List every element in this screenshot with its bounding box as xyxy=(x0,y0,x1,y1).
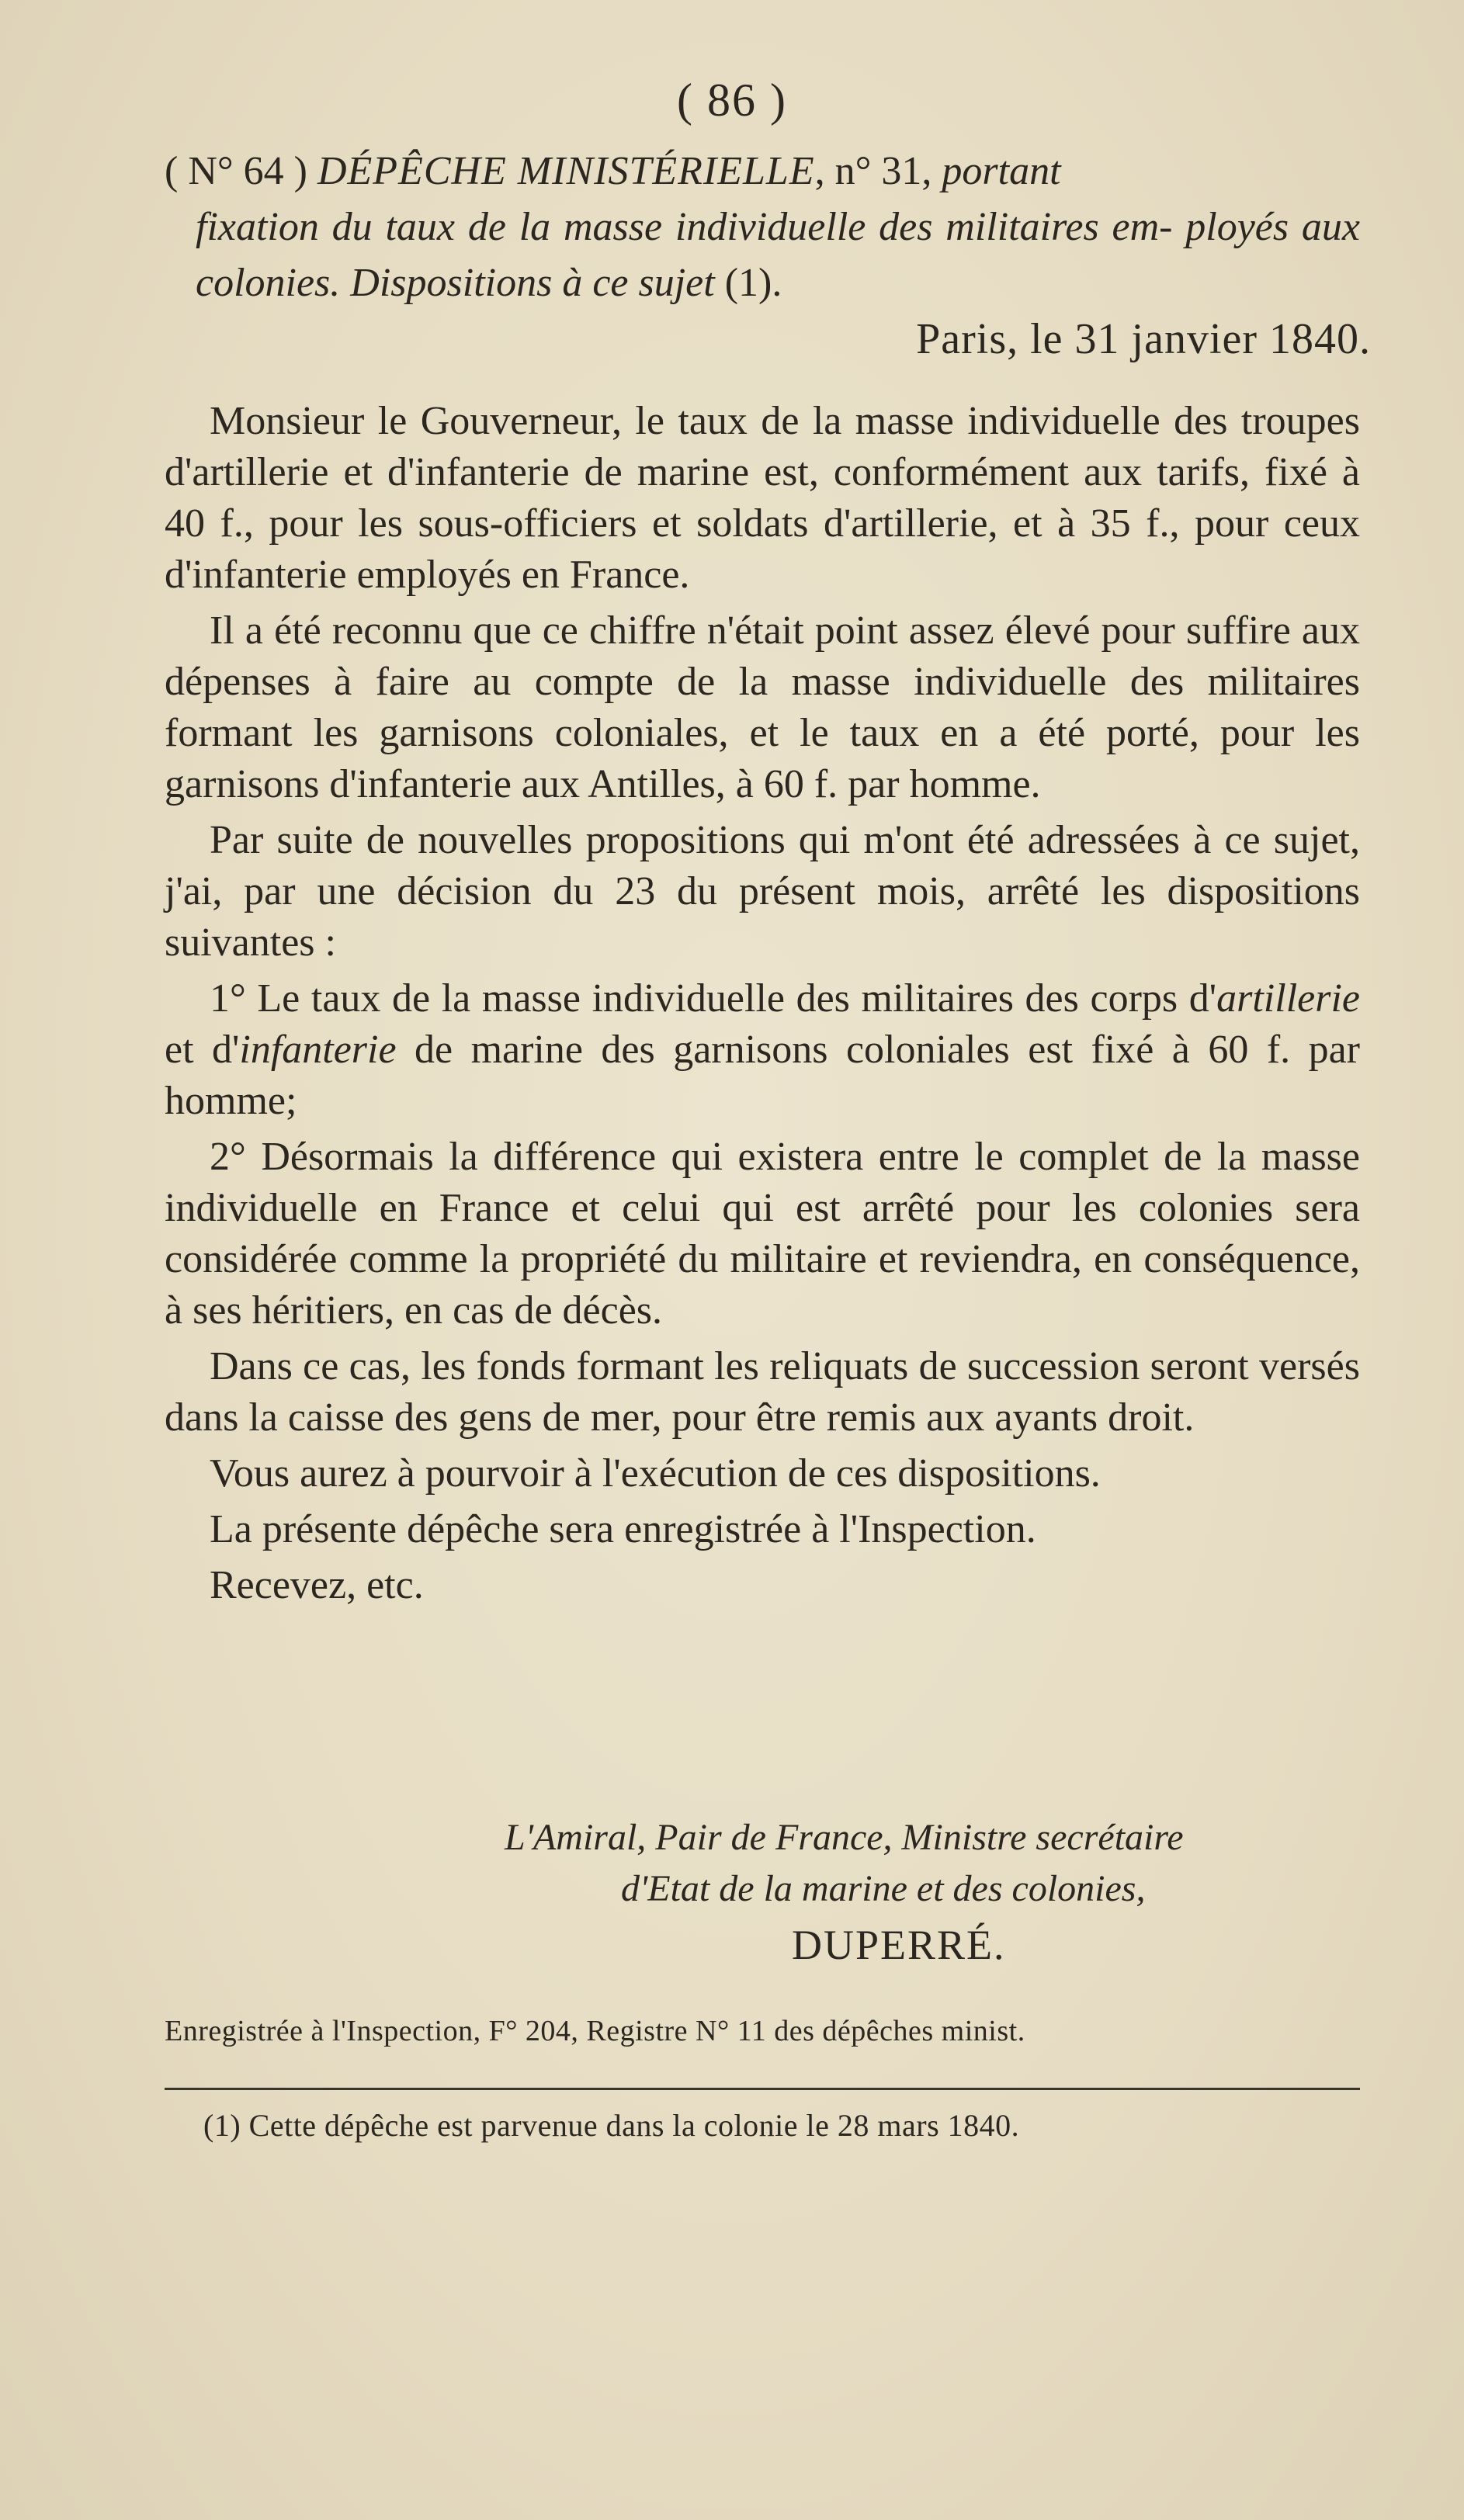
paragraph-1: Monsieur le Gouverneur, le taux de la masse individuelle des troupes d'artillerie et d'infanterie de marine est, conformément aux tarifs, fixé à 40 f., pour les sous-officiers et soldats d'artillerie, et à 35 f., pour ceux d'infanterie employés en France. xyxy=(165,399,1360,597)
title-line1-rest: portant xyxy=(942,149,1061,193)
paragraph-3: Par suite de nouvelles propositions qui m'ont été adressées à ce sujet, j'ai, par une décision du 23 du présent mois, arrêté les dispositions suivantes : xyxy=(165,818,1360,965)
signer-name: DUPERRÉ. xyxy=(792,1922,1006,1968)
title-line2: fixation du taux de la masse individuelle des militaires em- xyxy=(196,205,1173,249)
paragraph-9: Recevez, etc. xyxy=(210,1563,424,1607)
document-ref: , n° 31, xyxy=(814,149,932,193)
footnote: (1) Cette dépêche est parvenue dans la colonie le 28 mars 1840. xyxy=(203,2108,1020,2143)
signature-title-line1: L'Amiral, Pair de France, Ministre secrétaire xyxy=(505,1817,1184,1858)
paragraph-5: 2° Désormais la différence qui existera entre le complet de la masse individuelle en France et celui qui est arrêté pour les colonies sera considérée comme la propriété du militaire et reviendra, en conséquence, à ses héritiers, en cas de décès. xyxy=(165,1135,1360,1333)
paragraph-8: La présente dépêche sera enregistrée à l'Inspection. xyxy=(210,1507,1036,1551)
document-heading: DÉPÊCHE MINISTÉRIELLE xyxy=(317,149,815,193)
document-number: ( N° 64 ) xyxy=(165,149,307,193)
paragraph-4-mid: et d' xyxy=(165,1028,240,1072)
registration-note: Enregistrée à l'Inspection, F° 204, Registre N° 11 des dépêches minist. xyxy=(165,2015,1025,2047)
signature-title-line2: d'Etat de la marine et des colonies, xyxy=(621,1868,1146,1909)
paragraph-7: Vous aurez à pourvoir à l'exécution de ces dispositions. xyxy=(210,1451,1101,1496)
title-footnote-ref: (1). xyxy=(724,261,782,305)
paragraph-4-end: de marine des garnisons coloniales est fixé à 60 f. par homme; xyxy=(165,1028,1360,1123)
footnote-divider xyxy=(165,2088,1360,2090)
signature-block xyxy=(505,1812,1358,1915)
paragraph-4-start: 1° Le taux de la masse individuelle des militaires des corps d' xyxy=(210,976,1217,1021)
paragraph-4-infanterie: infanterie xyxy=(239,1028,397,1072)
paragraph-2: Il a été reconnu que ce chiffre n'était point assez élevé pour suffire aux dépenses à faire au compte de la masse individuelle des militaires formant les garnisons coloniales, et le taux en a été porté, pour les garnisons d'infanterie aux Antilles, à 60 f. par homme. xyxy=(165,608,1360,806)
title-line3: ployés aux colonies. Dispositions à ce sujet xyxy=(196,205,1360,305)
letter-body xyxy=(165,396,1360,1616)
place-date: Paris, le 31 janvier 1840. xyxy=(916,315,1371,363)
paragraph-4 xyxy=(165,973,1360,1127)
paragraph-4-artillerie: artillerie xyxy=(1216,976,1360,1021)
document-title xyxy=(165,144,1360,311)
paragraph-6: Dans ce cas, les fonds formant les reliquats de succession seront versés dans la caisse des gens de mer, pour être remis aux ayants droit. xyxy=(165,1344,1360,1440)
page-number: ( 86 ) xyxy=(677,75,787,126)
